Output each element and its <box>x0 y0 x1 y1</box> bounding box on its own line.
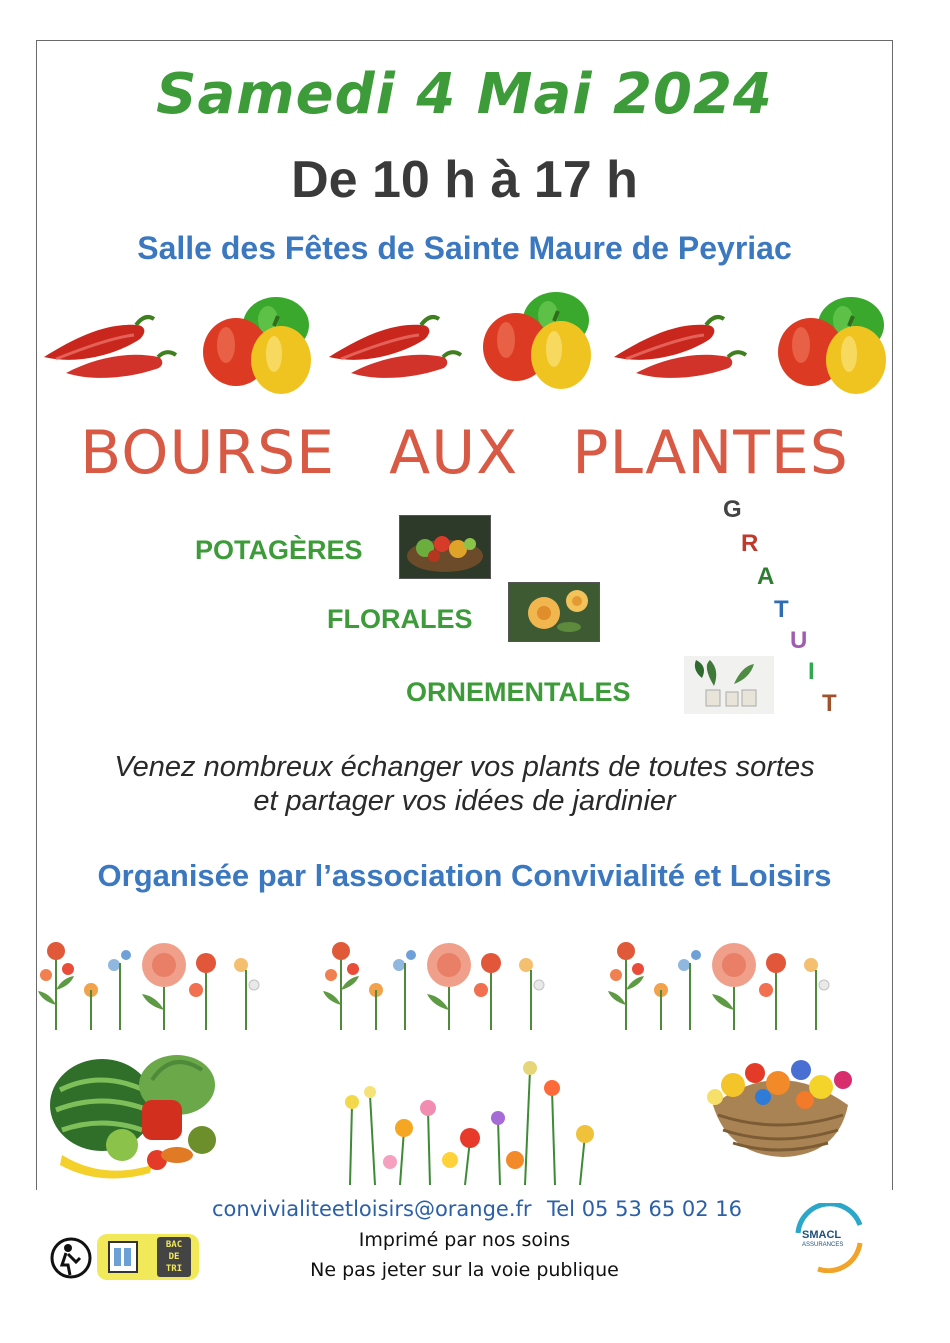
contact-email[interactable]: convivialiteetloisirs@orange.fr <box>212 1197 532 1221</box>
potted-plants-photo <box>684 656 774 714</box>
vegetable-basket-icon <box>42 1040 227 1180</box>
recycle-bin-icon <box>157 1237 191 1277</box>
paper-icon <box>107 1240 139 1274</box>
gratuit-letter: T <box>822 690 837 717</box>
event-venue: Salle des Fêtes de Sainte Maure de Peyriac <box>137 230 792 266</box>
sponsor-sub: ASSURANCES <box>802 1242 844 1248</box>
event-hours: De 10 h à 17 h <box>291 151 638 209</box>
event-date: Samedi 4 Mai 2024 <box>156 62 773 127</box>
recycle-person-icon <box>50 1237 92 1279</box>
bin-label-line: BAC <box>165 1240 183 1250</box>
category-ornementales: ORNEMENTALES <box>406 677 631 707</box>
wildflowers-icon <box>330 1050 600 1185</box>
invitation-line-1: Venez nombreux échanger vos plants de toutes sortes <box>114 751 815 783</box>
bin-label-line: DE <box>168 1252 180 1262</box>
smacl-logo <box>788 1203 868 1273</box>
gratuit-letter: I <box>808 658 815 685</box>
flower-border <box>36 935 893 1035</box>
bin-label-line: TRI <box>165 1264 183 1274</box>
gratuit-letter: A <box>757 563 775 590</box>
gratuit-letter: R <box>741 530 759 557</box>
organizer-text: Organisée par l’association Convivialité et Loisirs <box>97 858 832 893</box>
flower-basket-icon <box>693 1045 868 1160</box>
gratuit-letter: U <box>790 627 808 654</box>
flower-photo <box>508 582 600 642</box>
pepper-row <box>36 285 893 395</box>
contact-phone: Tel 05 53 65 02 16 <box>547 1197 742 1221</box>
vegetable-photo <box>399 515 491 579</box>
invitation-line-2: et partager vos idées de jardinier <box>253 785 676 817</box>
invitation-text <box>36 750 893 818</box>
do-not-litter-notice: Ne pas jeter sur la voie publique <box>310 1259 619 1281</box>
category-potageres: POTAGÈRES <box>195 535 363 565</box>
sponsor-name: SMACL <box>802 1229 842 1241</box>
poster-title: BOURSE AUX PLANTES <box>80 418 849 488</box>
recycle-badge <box>97 1234 199 1280</box>
category-florales: FLORALES <box>327 604 473 634</box>
gratuit-letter: T <box>774 596 789 623</box>
printed-notice: Imprimé par nos soins <box>358 1229 571 1251</box>
gratuit-letter: G <box>723 496 742 523</box>
